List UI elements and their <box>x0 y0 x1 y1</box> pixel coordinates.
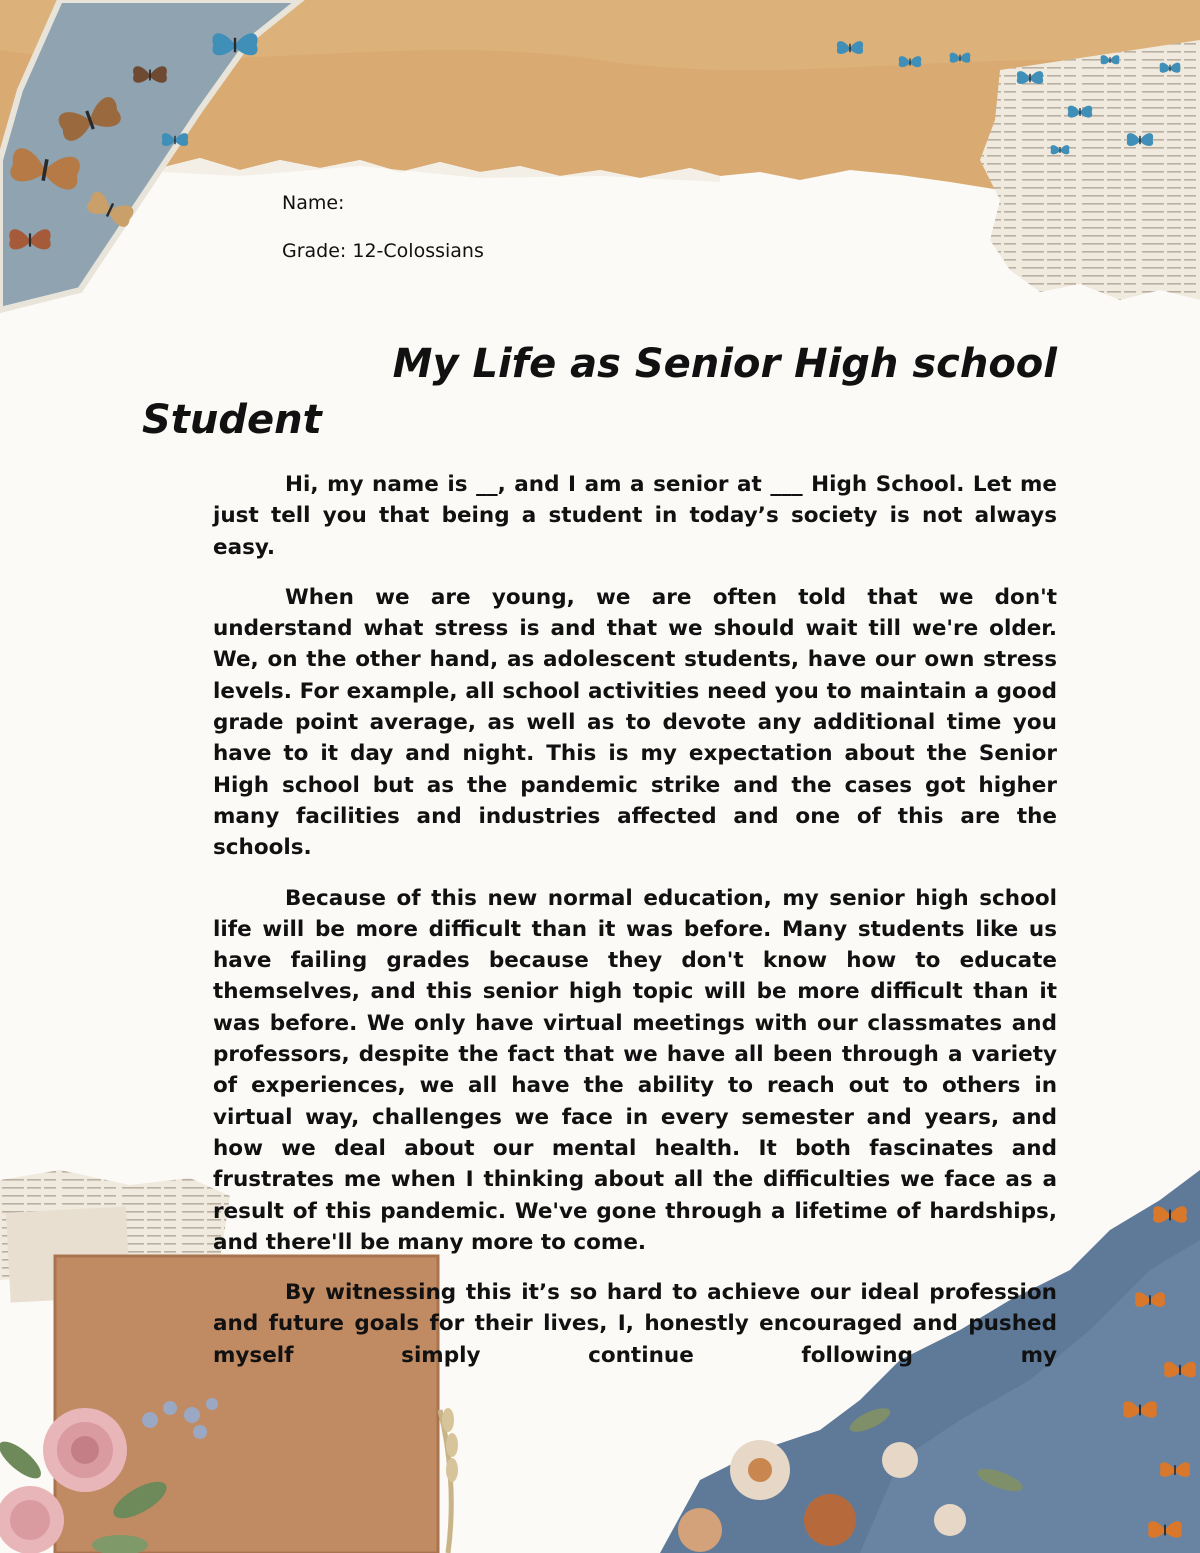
title-line-1: My Life as Senior High school <box>392 341 1057 387</box>
paragraph-1: Hi, my name is __, and I am a senior at ___ High School. Let me just tell you that being a student in today’s society is not always easy. <box>213 472 1057 560</box>
student-info <box>282 189 484 285</box>
essay-title <box>142 336 1057 448</box>
title-line-2: Student <box>142 397 322 443</box>
paragraph-4: By witnessing this it’s so hard to achieve our ideal profession and future goals for their lives, I, honestly encouraged and pushed myself simply continue following my <box>213 1280 1057 1368</box>
paragraph-3: Because of this new normal education, my senior high school life will be more difficult than it was before. Many students like us have failing grades because they don't know how to educate themselves, and this senior high topic will be more difficult than it was before. We only have virtual meetings with our classmates and professors, despite the fact that we have all been through a variety of experiences, we all have the ability to reach out to others in virtual way, challenges we face in every semester and years, and how we deal about our mental health. It both fascinates and frustrates me when I thinking about all the difficulties we face as a result of this pandemic. We've gone through a lifetime of hardships, and there'll be many more to come. <box>213 885 1057 1255</box>
grade-label: Grade: 12-Colossians <box>282 240 484 262</box>
newsprint-scrap-top-right <box>980 40 1200 300</box>
essay-body <box>213 469 1057 1390</box>
name-label: Name: <box>282 192 345 214</box>
paragraph-2: When we are young, we are often told that we don't understand what stress is and that we should wait till we're older. We, on the other hand, as adolescent students, have our own stress levels. For example, all school activities need you to maintain a good grade point average, as well as to devote any additional time you have to it day and night. This is my expectation about the Senior High school but as the pandemic strike and the cases got higher many facilities and industries affected and one of this are the schools. <box>213 584 1057 861</box>
